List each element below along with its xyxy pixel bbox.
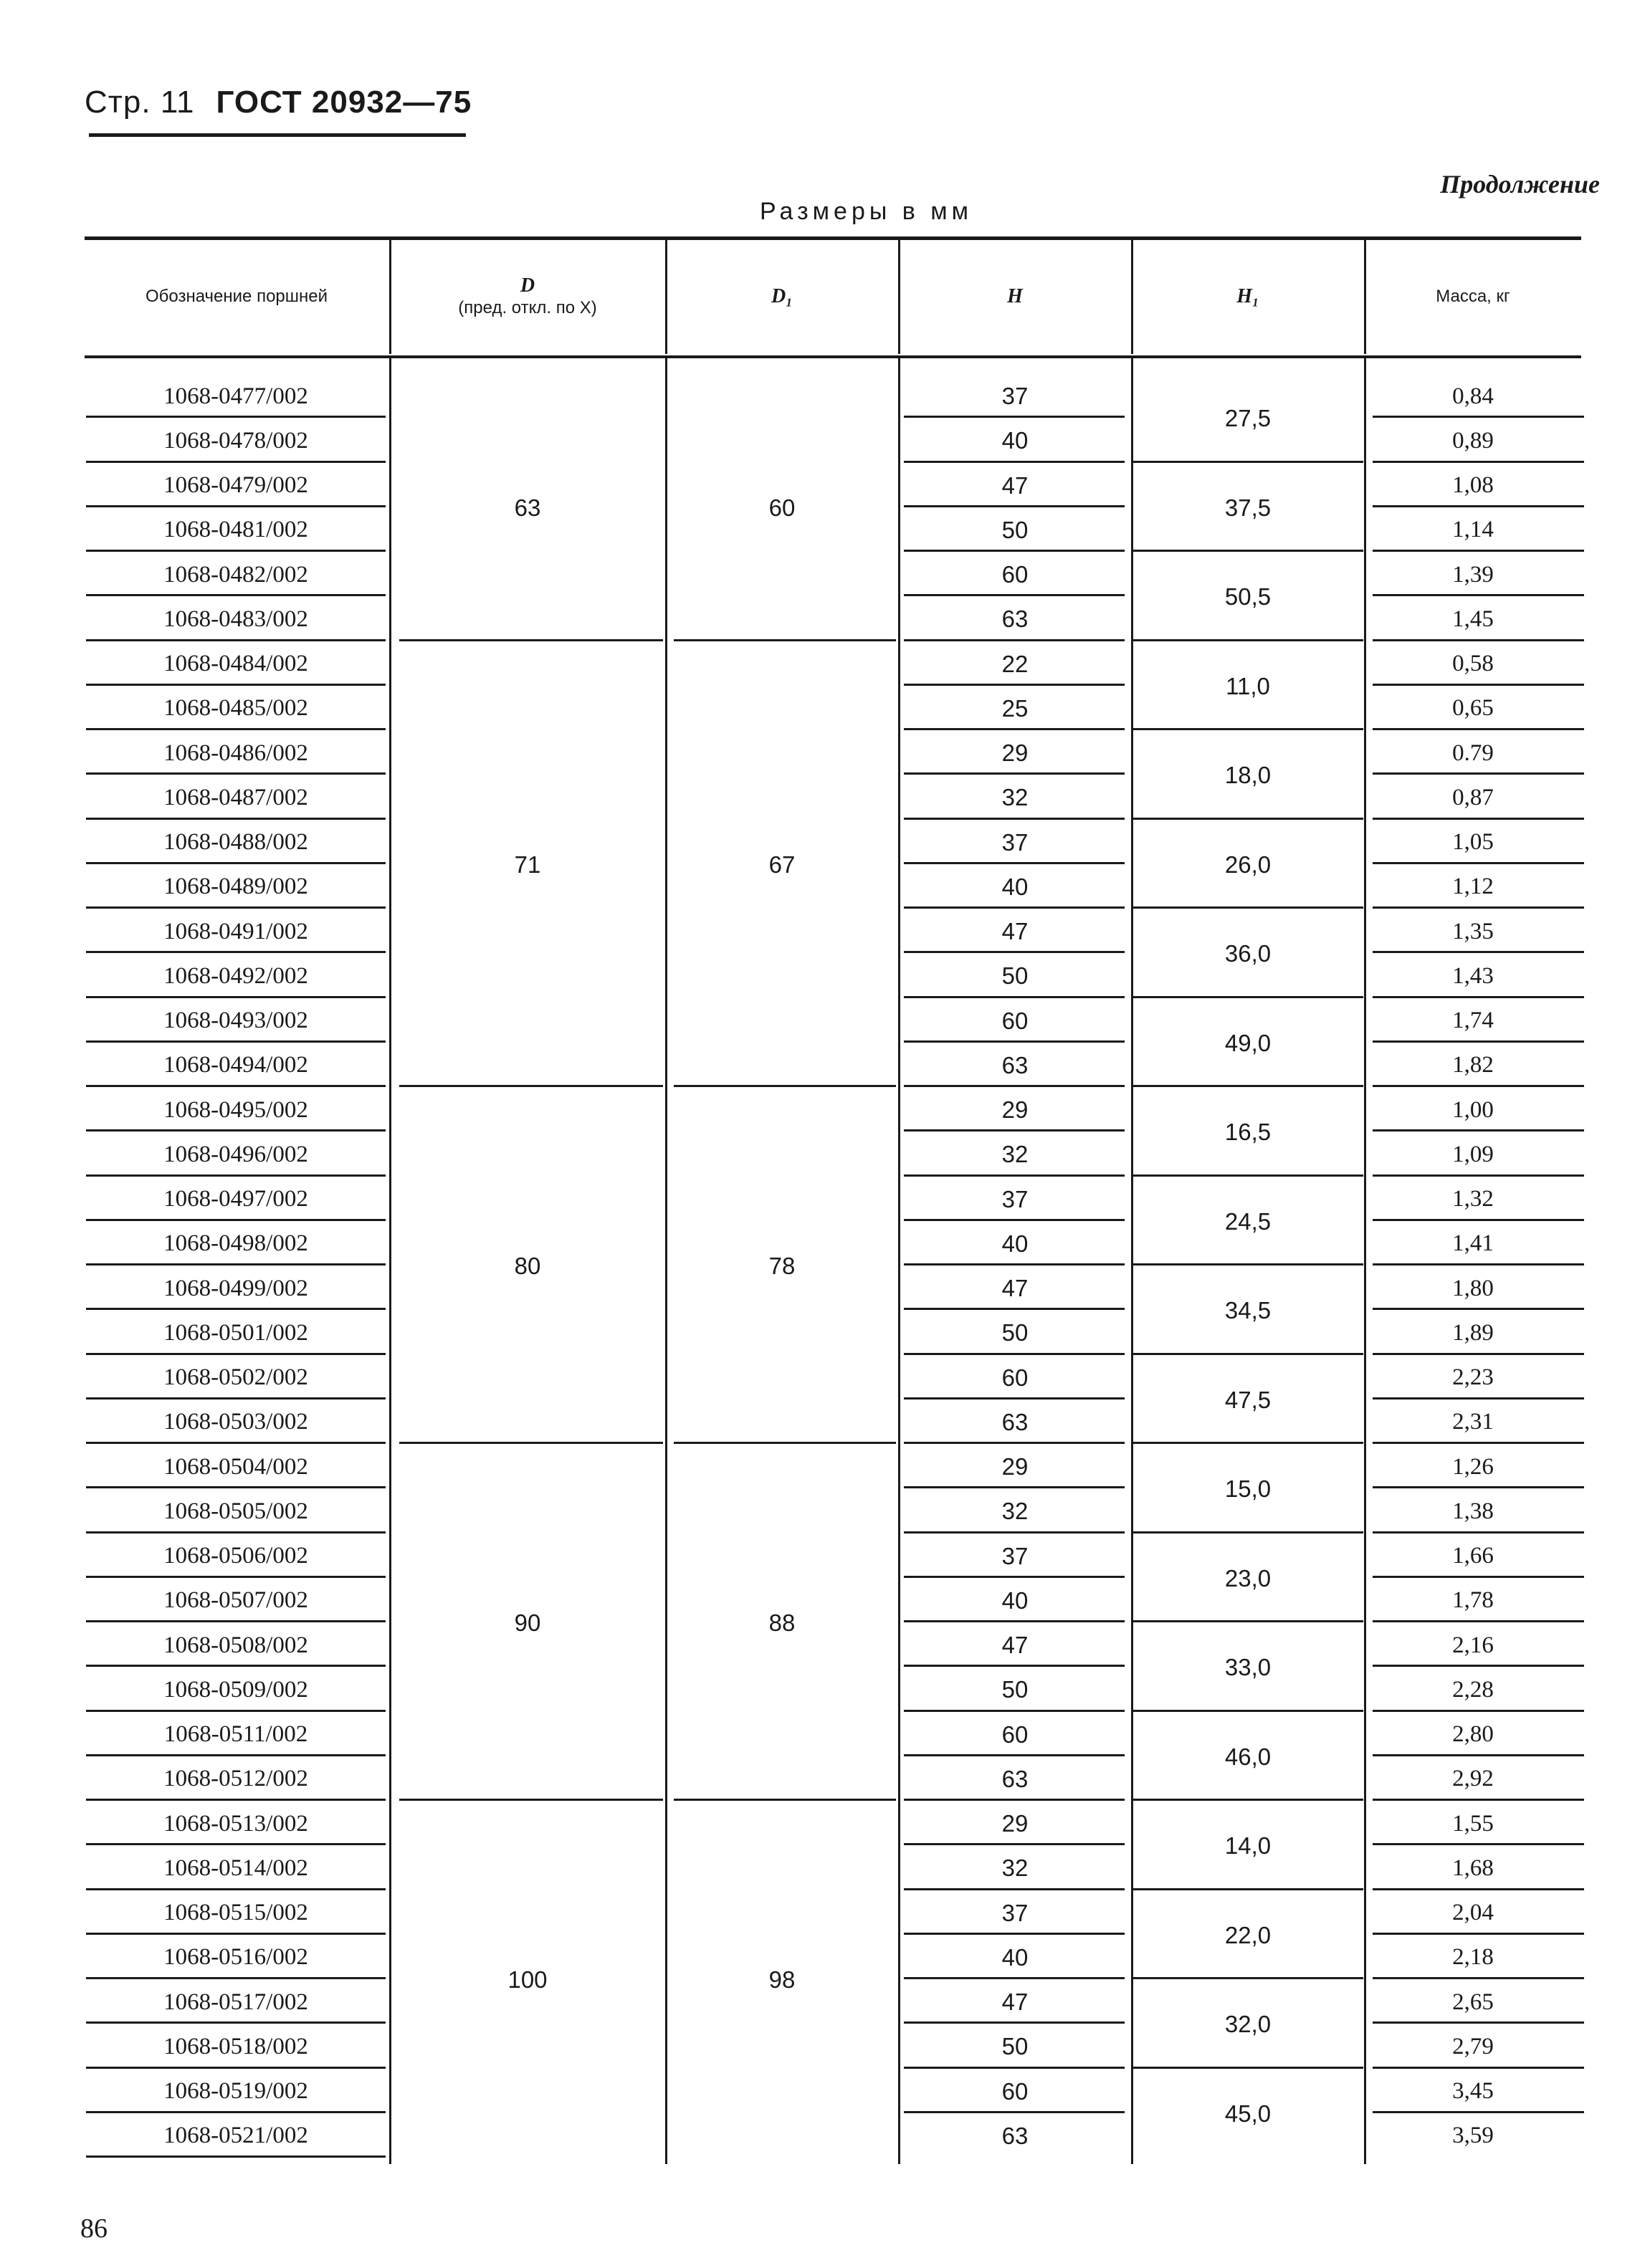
designation-cell: 1068-0507/002 [163, 1587, 308, 1614]
row-rule [904, 1977, 1125, 1979]
mass-cell: 2,80 [1452, 1721, 1494, 1748]
mass-cell: 1,05 [1452, 829, 1494, 856]
h-cell: 63 [1001, 1765, 1029, 1792]
d-cell: 90 [514, 1609, 541, 1636]
row-rule [86, 1620, 386, 1622]
h1-rule [1132, 1977, 1363, 1979]
mass-cell: 3,45 [1452, 2078, 1494, 2105]
h-cell: 40 [1001, 427, 1029, 454]
row-rule [904, 1620, 1125, 1622]
h-cell: 37 [1001, 383, 1029, 410]
mass-cell: 1,68 [1452, 1855, 1494, 1881]
row-rule [86, 1799, 386, 1801]
h1-cell: 27,5 [1224, 405, 1272, 432]
header-divider [1364, 239, 1366, 354]
d-tolerance-note: (пред. откл. по X) [458, 297, 597, 317]
h-cell: 32 [1001, 1498, 1029, 1525]
row-rule [86, 1576, 386, 1578]
mass-cell: 1,80 [1452, 1275, 1494, 1301]
row-rule [86, 906, 386, 909]
row-rule [86, 1263, 386, 1265]
column-divider [389, 358, 391, 2164]
mass-cell: 1,09 [1452, 1141, 1494, 1167]
row-rule [1373, 951, 1584, 953]
designation-cell: 1068-0497/002 [163, 1186, 308, 1212]
mass-cell: 0,58 [1452, 651, 1494, 677]
page-label: Стр. 11 [85, 85, 195, 120]
row-rule [904, 1263, 1125, 1265]
row-rule [904, 1576, 1125, 1578]
mass-cell: 2,31 [1452, 1409, 1494, 1435]
row-rule [904, 728, 1125, 730]
designation-cell: 1068-0491/002 [163, 918, 308, 944]
d-symbol: D [520, 274, 535, 297]
page-number: 86 [80, 2214, 108, 2244]
row-rule [86, 1665, 386, 1667]
h1-cell: 45,0 [1224, 2100, 1272, 2127]
d-cell: 100 [507, 1966, 548, 1993]
row-rule [904, 1442, 1125, 1444]
h-cell: 37 [1001, 1185, 1029, 1212]
mass-cell: 0,89 [1452, 427, 1494, 454]
designation-cell: 1068-0521/002 [163, 2123, 308, 2149]
designation-cell: 1068-0489/002 [163, 874, 308, 900]
row-rule [1373, 728, 1584, 730]
h1-cell: 22,0 [1224, 1921, 1272, 1948]
row-rule [1373, 1977, 1584, 1979]
designation-cell: 1068-0503/002 [163, 1409, 308, 1435]
header-bottom-rule [85, 355, 1581, 358]
d1-symbol: D₁ [771, 285, 793, 307]
h1-rule [1132, 1442, 1363, 1444]
h-cell: 32 [1001, 784, 1029, 811]
h-cell: 47 [1001, 1275, 1029, 1302]
group-rule [674, 1085, 896, 1087]
h-cell: 63 [1001, 606, 1029, 633]
column-divider [1131, 358, 1133, 2164]
h1-cell: 23,0 [1224, 1564, 1272, 1592]
row-rule [904, 1040, 1125, 1043]
h-cell: 29 [1001, 740, 1029, 767]
mass-cell: 1,55 [1452, 1810, 1494, 1837]
column-divider [1364, 358, 1366, 2164]
row-rule [904, 951, 1125, 953]
mass-cell: 1,32 [1452, 1186, 1494, 1212]
row-rule [1373, 1620, 1584, 1622]
h-cell: 60 [1001, 561, 1029, 588]
mass-cell: 1,74 [1452, 1008, 1494, 1034]
row-rule [1373, 1219, 1584, 1221]
row-rule [86, 1219, 386, 1221]
h1-cell: 14,0 [1224, 1832, 1272, 1860]
row-rule [904, 1085, 1125, 1087]
h-cell: 25 [1001, 694, 1029, 722]
h1-rule [1132, 1263, 1363, 1265]
h-symbol: H [1007, 285, 1023, 307]
row-rule [1373, 1754, 1584, 1756]
mass-cell: 1,35 [1452, 918, 1494, 944]
mass-cell: 1,41 [1452, 1230, 1494, 1257]
designation-cell: 1068-0508/002 [163, 1632, 308, 1658]
row-rule [1373, 1129, 1584, 1131]
row-rule [904, 1754, 1125, 1756]
h1-cell: 33,0 [1224, 1654, 1272, 1681]
designation-cell: 1068-0478/002 [163, 427, 308, 454]
row-rule [86, 772, 386, 775]
designation-cell: 1068-0502/002 [163, 1364, 308, 1391]
designation-cell: 1068-0484/002 [163, 651, 308, 677]
h-cell: 32 [1001, 1855, 1029, 1882]
designation-cell: 1068-0517/002 [163, 1989, 308, 2015]
designation-cell: 1068-0504/002 [163, 1453, 308, 1480]
mass-cell: 2,92 [1452, 1766, 1494, 1792]
d1-cell: 67 [768, 851, 796, 878]
row-rule [1373, 1263, 1584, 1265]
mass-cell: 1,45 [1452, 606, 1494, 632]
row-rule [1373, 1843, 1584, 1845]
h-cell: 60 [1001, 1364, 1029, 1391]
header-divider [665, 239, 667, 354]
mass-cell: 0,84 [1452, 383, 1494, 409]
h-cell: 50 [1001, 1676, 1029, 1703]
h1-cell: 32,0 [1224, 2011, 1272, 2038]
h-cell: 50 [1001, 962, 1029, 990]
row-rule [1373, 1442, 1584, 1444]
h1-cell: 18,0 [1224, 762, 1272, 789]
h-cell: 60 [1001, 1007, 1029, 1034]
h1-rule [1132, 1620, 1363, 1622]
group-rule [399, 1799, 663, 1801]
h-cell: 40 [1001, 873, 1029, 900]
row-rule [904, 1308, 1125, 1310]
row-rule [86, 1308, 386, 1310]
row-rule [904, 2021, 1125, 2024]
row-rule [904, 1397, 1125, 1399]
h-cell: 29 [1001, 1453, 1029, 1480]
row-rule [1373, 1397, 1584, 1399]
row-rule [86, 1442, 386, 1444]
row-rule [1373, 1576, 1584, 1578]
designation-cell: 1068-0481/002 [163, 517, 308, 543]
row-rule [86, 1977, 386, 1979]
h1-cell: 16,5 [1224, 1119, 1272, 1146]
d-cell: 63 [514, 494, 541, 521]
row-rule [1373, 1665, 1584, 1667]
col-header-designation [85, 239, 388, 354]
d1-cell: 98 [768, 1966, 796, 1993]
row-rule [86, 1397, 386, 1399]
designation-cell: 1068-0516/002 [163, 1944, 308, 1971]
row-rule [86, 550, 386, 552]
designation-cell: 1068-0486/002 [163, 740, 308, 766]
d-cell: 80 [514, 1253, 541, 1279]
h1-symbol: H₁ [1236, 285, 1259, 307]
h-cell: 29 [1001, 1096, 1029, 1124]
mass-cell: 1,43 [1452, 962, 1494, 989]
row-rule [1373, 906, 1584, 909]
designation-cell: 1068-0506/002 [163, 1543, 308, 1569]
header-divider [389, 239, 391, 354]
designation-cell: 1068-0483/002 [163, 606, 308, 632]
row-rule [904, 862, 1125, 864]
col-header-h [900, 239, 1130, 354]
h-cell: 63 [1001, 1051, 1029, 1078]
col-header-d [391, 239, 664, 354]
group-rule [399, 1085, 663, 1087]
mass-cell: 0.79 [1452, 740, 1494, 766]
designation-cell: 1068-0494/002 [163, 1052, 308, 1078]
row-rule [1373, 416, 1584, 418]
row-rule [904, 2111, 1125, 2113]
designation-cell: 1068-0492/002 [163, 962, 308, 989]
h1-cell: 15,0 [1224, 1475, 1272, 1503]
row-rule [904, 1665, 1125, 1667]
mass-cell: 1,38 [1452, 1498, 1494, 1524]
mass-cell: 1,08 [1452, 472, 1494, 499]
row-rule [86, 1040, 386, 1043]
row-rule [86, 505, 386, 507]
mass-cell: 1,66 [1452, 1543, 1494, 1569]
h-cell: 50 [1001, 516, 1029, 543]
h-cell: 37 [1001, 1542, 1029, 1569]
col-header-d1 [667, 239, 897, 354]
h1-cell: 24,5 [1224, 1207, 1272, 1235]
mass-cell: 1,26 [1452, 1453, 1494, 1480]
h-cell: 37 [1001, 828, 1029, 856]
row-rule [86, 1754, 386, 1756]
row-rule [1373, 1040, 1584, 1043]
h1-cell: 37,5 [1224, 494, 1272, 521]
designation-cell: 1068-0512/002 [163, 1766, 308, 1792]
row-rule [86, 684, 386, 686]
h-cell: 50 [1001, 1319, 1029, 1346]
row-rule [1373, 1486, 1584, 1488]
h-cell: 47 [1001, 1989, 1029, 2016]
h-cell: 40 [1001, 1943, 1029, 1971]
row-rule [86, 1085, 386, 1087]
mass-cell: 1,39 [1452, 561, 1494, 588]
h-cell: 40 [1001, 1587, 1029, 1614]
row-rule [1373, 1933, 1584, 1935]
h1-rule [1132, 550, 1363, 552]
row-rule [904, 1486, 1125, 1488]
row-rule [904, 550, 1125, 552]
row-rule [86, 416, 386, 418]
h1-rule [1132, 906, 1363, 909]
standard-number: ГОСТ 20932—75 [216, 85, 472, 120]
h1-cell: 50,5 [1224, 583, 1272, 611]
designation-cell: 1068-0496/002 [163, 1141, 308, 1167]
row-rule [904, 594, 1125, 596]
row-rule [1373, 1799, 1584, 1801]
mass-cell: 2,04 [1452, 1900, 1494, 1926]
header-divider [898, 239, 900, 354]
h1-cell: 36,0 [1224, 940, 1272, 967]
h1-cell: 46,0 [1224, 1743, 1272, 1770]
row-rule [86, 862, 386, 864]
designation-cell: 1068-0515/002 [163, 1900, 308, 1926]
designation-header: Обозначение поршней [145, 287, 328, 306]
row-rule [1373, 684, 1584, 686]
h1-cell: 34,5 [1224, 1297, 1272, 1324]
designation-cell: 1068-0511/002 [163, 1721, 308, 1748]
mass-cell: 2,28 [1452, 1676, 1494, 1703]
h-cell: 60 [1001, 2077, 1029, 2105]
mass-cell: 2,23 [1452, 1364, 1494, 1391]
h1-rule [1132, 728, 1363, 730]
h-cell: 32 [1001, 1141, 1029, 1168]
mass-cell: 1,89 [1452, 1319, 1494, 1346]
h1-rule [1132, 1799, 1363, 1801]
row-rule [904, 1843, 1125, 1845]
row-rule [904, 1219, 1125, 1221]
row-rule [904, 906, 1125, 909]
row-rule [904, 1933, 1125, 1935]
row-rule [1373, 862, 1584, 864]
designation-cell: 1068-0499/002 [163, 1275, 308, 1301]
designation-cell: 1068-0518/002 [163, 2033, 308, 2059]
row-rule [1373, 2021, 1584, 2024]
designation-cell: 1068-0479/002 [163, 472, 308, 499]
group-rule [674, 1799, 896, 1801]
d1-cell: 88 [768, 1609, 796, 1636]
row-rule [904, 772, 1125, 775]
page-header [85, 85, 472, 120]
d-cell: 71 [514, 851, 541, 878]
row-rule [904, 1799, 1125, 1801]
row-rule [904, 505, 1125, 507]
mass-cell: 1,82 [1452, 1052, 1494, 1078]
row-rule [86, 2021, 386, 2024]
mass-cell: 1,78 [1452, 1587, 1494, 1614]
mass-header: Масса, кг [1436, 287, 1510, 306]
h-cell: 47 [1001, 1632, 1029, 1659]
header-rule [89, 133, 466, 137]
h1-rule [1132, 1085, 1363, 1087]
row-rule [1373, 2111, 1584, 2113]
mass-cell: 0,87 [1452, 784, 1494, 810]
designation-cell: 1068-0487/002 [163, 784, 308, 810]
mass-cell: 2,79 [1452, 2033, 1494, 2059]
mass-cell: 1,14 [1452, 517, 1494, 543]
row-rule [1373, 594, 1584, 596]
h1-cell: 49,0 [1224, 1029, 1272, 1056]
designation-cell: 1068-0505/002 [163, 1498, 308, 1524]
mass-cell: 0,65 [1452, 695, 1494, 722]
row-rule [86, 2155, 386, 2158]
row-rule [1373, 1308, 1584, 1310]
column-divider [665, 358, 667, 2164]
designation-cell: 1068-0482/002 [163, 561, 308, 588]
designation-cell: 1068-0485/002 [163, 695, 308, 722]
mass-cell: 2,16 [1452, 1632, 1494, 1658]
group-rule [674, 1442, 896, 1444]
designation-cell: 1068-0498/002 [163, 1230, 308, 1257]
row-rule [1373, 505, 1584, 507]
row-rule [1373, 772, 1584, 775]
h1-cell: 11,0 [1226, 672, 1270, 699]
h-cell: 22 [1001, 650, 1029, 677]
units-caption: Размеры в мм [760, 198, 973, 225]
mass-cell: 3,59 [1452, 2123, 1494, 2149]
h1-cell: 26,0 [1224, 851, 1272, 878]
column-divider [898, 358, 900, 2164]
h1-cell: 47,5 [1224, 1386, 1272, 1413]
h-cell: 50 [1001, 2033, 1029, 2060]
designation-cell: 1068-0519/002 [163, 2078, 308, 2105]
d1-cell: 60 [768, 494, 796, 521]
row-rule [1373, 550, 1584, 552]
h-cell: 40 [1001, 1230, 1029, 1257]
row-rule [86, 1129, 386, 1131]
d1-cell: 78 [768, 1253, 796, 1279]
group-rule [399, 1442, 663, 1444]
row-rule [86, 951, 386, 953]
h-cell: 63 [1001, 1408, 1029, 1435]
row-rule [86, 1933, 386, 1935]
row-rule [904, 1129, 1125, 1131]
designation-cell: 1068-0493/002 [163, 1008, 308, 1034]
h-cell: 47 [1001, 472, 1029, 499]
continuation-label: Продолжение [1440, 170, 1600, 198]
h-cell: 47 [1001, 918, 1029, 945]
row-rule [86, 1843, 386, 1845]
row-rule [904, 684, 1125, 686]
mass-cell: 2,65 [1452, 1989, 1494, 2015]
row-rule [86, 1486, 386, 1488]
designation-cell: 1068-0509/002 [163, 1676, 308, 1703]
row-rule [1373, 1085, 1584, 1087]
designation-cell: 1068-0477/002 [163, 383, 308, 409]
designation-cell: 1068-0513/002 [163, 1810, 308, 1837]
row-rule [86, 2111, 386, 2113]
h-cell: 63 [1001, 2122, 1029, 2149]
h-cell: 60 [1001, 1721, 1029, 1748]
mass-cell: 1,00 [1452, 1096, 1494, 1123]
mass-cell: 1,12 [1452, 874, 1494, 900]
designation-cell: 1068-0495/002 [163, 1096, 308, 1123]
row-rule [86, 728, 386, 730]
header-divider [1131, 239, 1133, 354]
mass-cell: 2,18 [1452, 1944, 1494, 1971]
designation-cell: 1068-0501/002 [163, 1319, 308, 1346]
h-cell: 29 [1001, 1810, 1029, 1837]
col-header-h1 [1132, 239, 1363, 354]
h-cell: 37 [1001, 1899, 1029, 1926]
row-rule [904, 416, 1125, 418]
designation-cell: 1068-0488/002 [163, 829, 308, 856]
col-header-mass [1365, 239, 1580, 354]
row-rule [86, 594, 386, 596]
designation-cell: 1068-0514/002 [163, 1855, 308, 1881]
